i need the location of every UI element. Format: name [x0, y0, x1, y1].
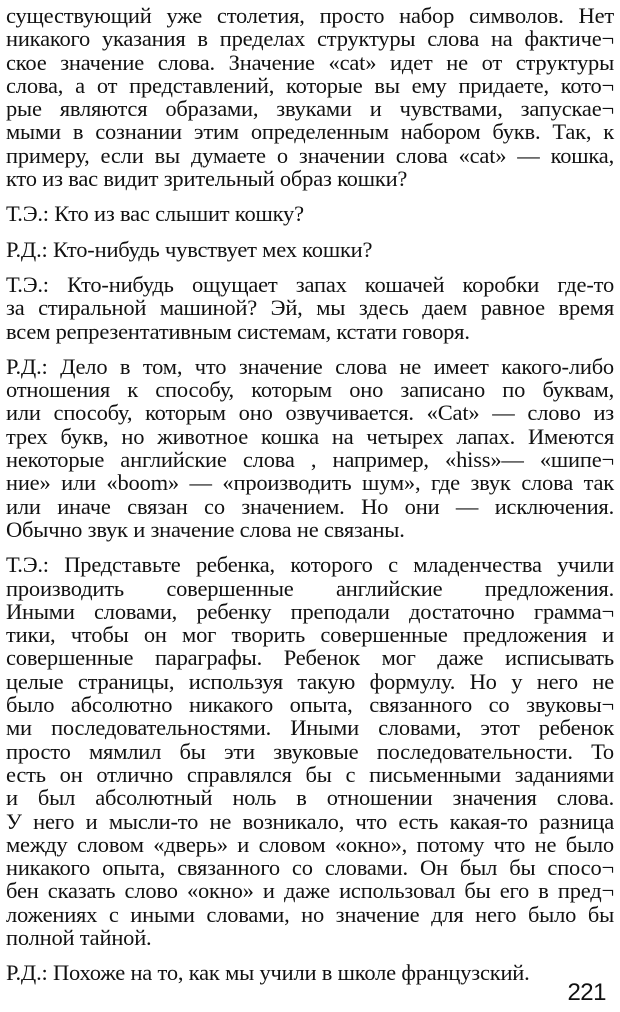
text-line: кто из вас видит зрительный образ кошки? — [6, 166, 408, 192]
paragraph-intro — [6, 4, 614, 190]
text-line: рые являются образами, звуками и чувствами, запускае¬ — [6, 96, 614, 122]
text-line: отношения к способу, которым оно записано по буквам, — [6, 377, 614, 403]
paragraph-te-hear — [6, 202, 614, 225]
text-line: или иначе связан со значением. Но они — исключения. — [6, 493, 614, 519]
text-line: У него и мысли-то не возникало, что есть какая-то разница — [6, 808, 614, 834]
paragraph-rd-feel — [6, 238, 614, 261]
text-line: тики, чтобы он мог творить совершенные предложения и — [6, 622, 614, 648]
text-line: ское значение слова. Значение «cat» идет не от структуры — [6, 49, 614, 75]
paragraph-rd-french — [6, 961, 614, 984]
text-line: Р.Д.: Похоже на то, как мы учили в школе французский. — [6, 960, 530, 986]
text-line: Т.Э.: Кто из вас слышит кошку? — [6, 201, 304, 227]
text-line: Т.Э.: Представьте ребенка, которого с младенчества учили — [6, 552, 614, 578]
text-line: ложениях с иными словами, но значение для него было бы — [6, 901, 614, 927]
text-line: производить совершенные английские предложения. — [6, 575, 614, 601]
text-line: целые страницы, используя такую формулу. Но у него не — [6, 668, 614, 694]
text-line: или способу, которым оно озвучивается. «Cat» — слово из — [6, 400, 614, 426]
text-line: никакого указания в пределах структуры слова на фактиче¬ — [6, 26, 614, 52]
text-line: всем репрезентативным системам, кстати говоря. — [6, 318, 470, 344]
text-line: просто мямлил бы эти звуковые последовательности. То — [6, 738, 614, 764]
text-line: Обычно звук и значение слова не связаны. — [6, 516, 405, 542]
text-line: за стиральной машиной? Эй, мы здесь даем равное время — [6, 295, 614, 321]
text-line: Иными словами, ребенку преподали достаточно грамма¬ — [6, 598, 614, 624]
text-line: ми последовательностями. Иными словами, этот ребенок — [6, 715, 614, 741]
text-line: ние» или «boom» — «производить шум», где звук слова так — [6, 470, 614, 496]
paragraph-rd-meaning — [6, 355, 614, 541]
text-line: Т.Э.: Кто-нибудь ощущает запах кошачей коробки где-то — [6, 271, 614, 297]
text-line: есть он отлично справлялся бы с письменными заданиями — [6, 761, 614, 787]
text-line: было абсолютно никакого опыта, связанного со звуковы¬ — [6, 692, 614, 718]
text-line: слова, а от представлений, которые вы ему придаете, кото¬ — [6, 72, 614, 98]
paragraph-te-child — [6, 553, 614, 949]
text-line: примеру, если вы думаете о значении слова «cat» — кошка, — [6, 142, 614, 168]
page-number: 221 — [567, 979, 606, 1006]
text-line: существующий уже столетия, просто набор символов. Нет — [6, 3, 614, 28]
text-line: никакого опыта, связанного со словами. Он был бы спосо¬ — [6, 855, 614, 881]
text-line: мыми в сознании этим определенным набором букв. Так, к — [6, 119, 614, 145]
paragraph-te-smell — [6, 273, 614, 343]
text-line: Р.Д.: Дело в том, что значение слова не имеет какого-либо — [6, 353, 614, 379]
text-line: некоторые английские слова , например, «hiss»— «шипе¬ — [6, 447, 614, 473]
text-line: между словом «дверь» и словом «окно», потому что не было — [6, 831, 614, 857]
text-line: бен сказать слово «окно» и даже использовал бы его в пред¬ — [6, 878, 614, 904]
text-line: и был абсолютный ноль в отношении значения слова. — [6, 785, 614, 811]
text-line: совершенные параграфы. Ребенок мог даже исписывать — [6, 645, 614, 671]
text-line: полной тайной. — [6, 924, 152, 950]
text-line: Р.Д.: Кто-нибудь чувствует мех кошки? — [6, 236, 373, 262]
text-line: трех букв, но животное кошка на четырех лапах. Имеются — [6, 423, 614, 449]
